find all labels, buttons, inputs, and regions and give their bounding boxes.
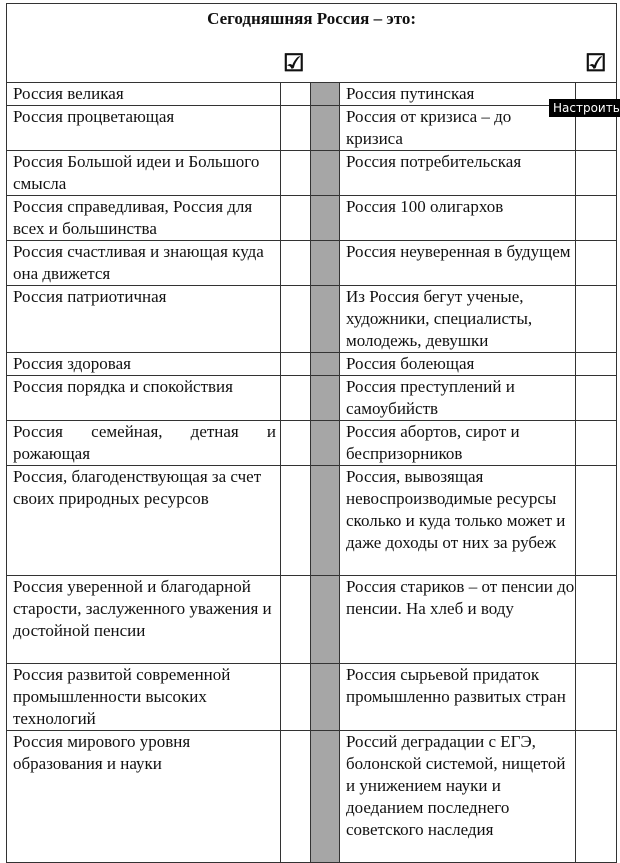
table-row: [7, 576, 617, 664]
right-cell: Россия абортов, сирот и беспризорников: [340, 421, 576, 466]
table-row: [7, 421, 617, 466]
right-check-cell[interactable]: [576, 576, 617, 664]
table-row: [7, 83, 617, 106]
right-cell: Россия сырьевой придаток промышленно развитых стран: [340, 664, 576, 731]
header-cell: [7, 4, 617, 83]
left-check-cell[interactable]: [281, 151, 311, 196]
left-cell: Россия счастливая и знающая куда она движется: [7, 241, 281, 286]
right-cell: Россия преступлений и самоубийств: [340, 376, 576, 421]
right-cell: Россия болеющая: [340, 353, 576, 376]
left-cell: Россия уверенной и благодарной старости, заслуженного уважения и достойной пенсии: [7, 576, 281, 664]
left-check-cell[interactable]: [281, 241, 311, 286]
right-check-cell[interactable]: [576, 376, 617, 421]
right-cell: Из Россия бегут ученые, художники, специалисты, молодежь, девушки: [340, 286, 576, 353]
right-check-cell[interactable]: [576, 353, 617, 376]
table-row: [7, 286, 617, 353]
right-check-cell[interactable]: [576, 241, 617, 286]
left-cell: Россия патриотичная: [7, 286, 281, 353]
left-cell: Россия, благоденствующая за счет своих природных ресурсов: [7, 466, 281, 576]
right-cell: Россия потребительская: [340, 151, 576, 196]
right-cell: Россия, вывозящая невоспроизводимые ресурсы сколько и куда только может и даже доходы от них за рубеж: [340, 466, 576, 576]
divider-cell: [311, 286, 340, 353]
divider-cell: [311, 421, 340, 466]
divider-cell: [311, 376, 340, 421]
header-row: [7, 4, 617, 83]
table-row: [7, 376, 617, 421]
table-title: Сегодняшняя Россия – это:: [207, 9, 416, 28]
right-check-cell[interactable]: [576, 286, 617, 353]
left-check-cell[interactable]: [281, 353, 311, 376]
left-cell: Россия процветающая: [7, 106, 281, 151]
table-row: [7, 241, 617, 286]
right-check-cell[interactable]: [576, 466, 617, 576]
right-check-cell[interactable]: [576, 196, 617, 241]
right-check-cell[interactable]: [576, 421, 617, 466]
left-cell: Россия Большой идеи и Большого смысла: [7, 151, 281, 196]
left-check-cell[interactable]: [281, 106, 311, 151]
left-check-cell[interactable]: [281, 376, 311, 421]
right-cell: Россия 100 олигархов: [340, 196, 576, 241]
table-row: [7, 106, 617, 151]
right-cell: Россия стариков – от пенсии до пенсии. На хлеб и воду: [340, 576, 576, 664]
checkmark-box-icon[interactable]: ☑: [585, 51, 607, 77]
table-row: [7, 466, 617, 576]
left-check-cell[interactable]: [281, 286, 311, 353]
left-cell: Россия здоровая: [7, 353, 281, 376]
right-cell: Россий деградации с ЕГЭ, болонской системой, нищетой и унижением науки и доеданием последнего советского наследия: [340, 731, 576, 863]
left-cell: Россия семейная, детная и рожающая: [7, 421, 281, 466]
divider-cell: [311, 196, 340, 241]
divider-cell: [311, 576, 340, 664]
right-cell: Россия неуверенная в будущем: [340, 241, 576, 286]
divider-cell: [311, 353, 340, 376]
divider-cell: [311, 664, 340, 731]
left-check-cell[interactable]: [281, 196, 311, 241]
left-check-cell[interactable]: [281, 466, 311, 576]
table-row: [7, 731, 617, 863]
divider-cell: [311, 466, 340, 576]
right-check-cell[interactable]: [576, 151, 617, 196]
table-row: [7, 151, 617, 196]
left-check-cell[interactable]: [281, 83, 311, 106]
checkmark-box-icon[interactable]: ☑: [283, 51, 305, 77]
table-row: [7, 196, 617, 241]
right-cell: Россия путинская: [340, 83, 576, 106]
right-check-cell[interactable]: [576, 664, 617, 731]
comparison-table: [6, 3, 617, 863]
left-cell: Россия порядка и спокойствия: [7, 376, 281, 421]
tooltip: Настроить: [549, 99, 620, 117]
divider-cell: [311, 106, 340, 151]
divider-cell: [311, 83, 340, 106]
right-check-cell[interactable]: [576, 731, 617, 863]
divider-cell: [311, 151, 340, 196]
right-cell: Россия от кризиса – до кризиса: [340, 106, 576, 151]
left-check-cell[interactable]: [281, 731, 311, 863]
table-row: [7, 353, 617, 376]
left-cell: Россия справедливая, Россия для всех и большинства: [7, 196, 281, 241]
divider-cell: [311, 731, 340, 863]
left-cell: Россия развитой современной промышленности высоких технологий: [7, 664, 281, 731]
left-check-cell[interactable]: [281, 421, 311, 466]
left-cell: Россия мирового уровня образования и науки: [7, 731, 281, 863]
left-check-cell[interactable]: [281, 664, 311, 731]
left-check-cell[interactable]: [281, 576, 311, 664]
divider-cell: [311, 241, 340, 286]
table-row: [7, 664, 617, 731]
left-cell: Россия великая: [7, 83, 281, 106]
